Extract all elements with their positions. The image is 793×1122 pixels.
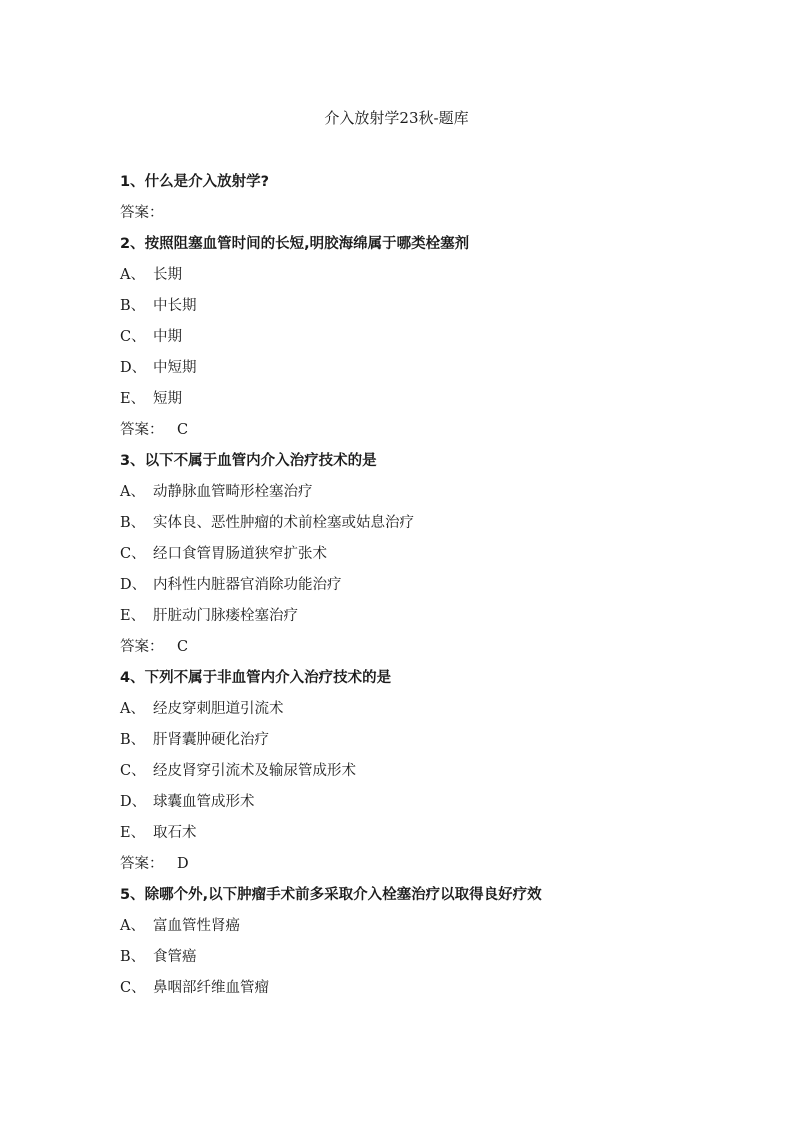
- answer-value: C: [177, 639, 189, 655]
- option-label: C、: [120, 763, 146, 779]
- option-label: A、: [120, 484, 145, 500]
- option-b: [120, 513, 680, 533]
- question-number: 5、: [120, 887, 145, 903]
- question-text: 什么是介入放射学?: [144, 174, 270, 190]
- question-text: 下列不属于非血管内介入治疗技术的是: [144, 670, 392, 686]
- option-label: E、: [120, 825, 146, 841]
- option-b: [120, 947, 680, 967]
- option-label: B、: [120, 949, 146, 965]
- option-label: B、: [120, 515, 146, 531]
- option-label: B、: [120, 732, 146, 748]
- answer-label: 答案：: [120, 422, 164, 438]
- option-text: 实体良、恶性肿瘤的术前栓塞或姑息治疗: [153, 515, 414, 531]
- option-text: 经皮肾穿引流术及输尿管成形术: [153, 763, 356, 779]
- question-text: 以下不属于血管内介入治疗技术的是: [144, 453, 377, 469]
- question-2: [120, 234, 680, 254]
- question-number: 1、: [120, 174, 145, 190]
- option-text: 短期: [153, 391, 182, 407]
- question-3: [120, 451, 680, 471]
- answer-value: D: [177, 856, 189, 872]
- option-d: [120, 358, 680, 378]
- option-b: [120, 296, 680, 316]
- option-label: D、: [120, 577, 147, 593]
- option-a: [120, 482, 680, 502]
- option-d: [120, 575, 680, 595]
- option-e: [120, 823, 680, 843]
- question-number: 4、: [120, 670, 145, 686]
- option-label: C、: [120, 329, 146, 345]
- option-text: 经皮穿刺胆道引流术: [153, 701, 284, 717]
- option-a: [120, 916, 680, 936]
- option-d: [120, 792, 680, 812]
- option-label: C、: [120, 980, 146, 996]
- option-label: D、: [120, 794, 147, 810]
- document-title: 介入放射学23秋-题库: [324, 109, 469, 127]
- option-text: 鼻咽部纤维血管瘤: [153, 980, 269, 996]
- option-a: [120, 699, 680, 719]
- option-text: 长期: [153, 267, 182, 283]
- option-label: A、: [120, 701, 145, 717]
- option-text: 内科性内脏器官消除功能治疗: [153, 577, 342, 593]
- question-number: 3、: [120, 453, 145, 469]
- question-list: [120, 172, 680, 1009]
- question-4: [120, 668, 680, 688]
- option-e: [120, 606, 680, 626]
- option-c: [120, 978, 680, 998]
- option-text: 中短期: [153, 360, 197, 376]
- option-c: [120, 327, 680, 347]
- answer-line: [120, 203, 680, 223]
- option-a: [120, 265, 680, 285]
- answer-label: 答案：: [120, 856, 164, 872]
- question-number: 2、: [120, 236, 145, 252]
- option-b: [120, 730, 680, 750]
- answer-label: 答案：: [120, 639, 164, 655]
- option-text: 食管癌: [153, 949, 197, 965]
- option-label: D、: [120, 360, 147, 376]
- answer-line: [120, 854, 680, 874]
- answer-line: [120, 420, 680, 440]
- option-text: 经口食管胃肠道狭窄扩张术: [153, 546, 327, 562]
- question-5: [120, 885, 680, 905]
- option-text: 肝肾囊肿硬化治疗: [153, 732, 269, 748]
- question-text: 除哪个外,以下肿瘤手术前多采取介入栓塞治疗以取得良好疗效: [144, 887, 542, 903]
- answer-line: [120, 637, 680, 657]
- option-label: E、: [120, 608, 146, 624]
- answer-value: C: [177, 422, 189, 438]
- option-label: A、: [120, 267, 145, 283]
- option-text: 球囊血管成形术: [153, 794, 255, 810]
- option-label: C、: [120, 546, 146, 562]
- answer-label: 答案：: [120, 205, 164, 221]
- option-e: [120, 389, 680, 409]
- option-text: 取石术: [153, 825, 197, 841]
- option-c: [120, 544, 680, 564]
- option-text: 中长期: [153, 298, 197, 314]
- question-text: 按照阻塞血管时间的长短,明胶海绵属于哪类栓塞剂: [144, 236, 470, 252]
- option-text: 动静脉血管畸形栓塞治疗: [153, 484, 313, 500]
- option-label: A、: [120, 918, 145, 934]
- option-c: [120, 761, 680, 781]
- option-text: 中期: [153, 329, 182, 345]
- question-1: [120, 172, 680, 192]
- option-text: 富血管性肾癌: [153, 918, 240, 934]
- option-label: E、: [120, 391, 146, 407]
- option-text: 肝脏动门脉瘘栓塞治疗: [153, 608, 298, 624]
- option-label: B、: [120, 298, 146, 314]
